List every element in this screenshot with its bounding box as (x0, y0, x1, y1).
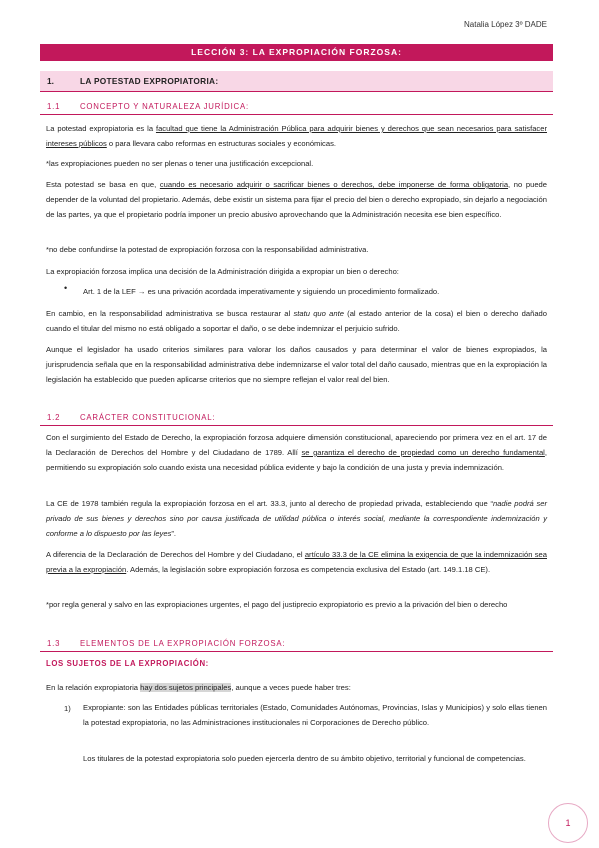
section-1-heading (40, 71, 553, 92)
paragraph-history: Con el surgimiento del Estado de Derecho, la expropiación forzosa adquiere dimensión constitucional, apareciendo por primera vez en el art. 17 de la Declaración de Derechos del Hombre y del Ciudadano de 1789. Allí se garantiza el derecho de propiedad como un derecho fundamental, permitiendo su expropiación solo cuando exista una necesidad pública evidente y bajo la condición de una justa y previa indemnización. (46, 433, 547, 472)
section-title: LA POTESTAD EXPROPIATORIA: (80, 76, 219, 86)
subsection-number: 1.3 (47, 639, 61, 648)
page-number: 1 (548, 803, 588, 843)
author-header: Natalia López 3º DADE (464, 20, 547, 29)
lesson-title: LECCIÓN 3: LA EXPROPIACIÓN FORZOSA: (40, 44, 553, 61)
list-item-expropriante: Expropiante: son las Entidades públicas territoriales (Estado, Comunidades Autónomas, Provincias, Islas y Municipios) y solo ellas tienen la potestad expropiatoria, no las Administraciones institucionales ni Corporaciones de Derecho público. (83, 703, 547, 727)
subsection-1-3-heading (40, 638, 553, 652)
paragraph-subjects: En la relación expropiatoria hay dos sujetos principales, aunque a veces puede haber tres: (46, 683, 351, 692)
list-number: 1) (64, 704, 71, 713)
subsection-title: CARÁCTER CONSTITUCIONAL: (80, 413, 216, 422)
bullet-item: Art. 1 de la LEF → es una privación acordada imperativamente y siguiendo un procedimiento formalizado. (83, 287, 440, 296)
subjects-heading: LOS SUJETOS DE LA EXPROPIACIÓN: (46, 659, 209, 668)
paragraph-competence: Los titulares de la potestad expropiatoria solo pueden ejercerla dentro de su ámbito objetivo, territorial y funcional de competencias. (83, 754, 526, 763)
paragraph-definition: La potestad expropiatoria es la facultad que tiene la Administración Pública para adquirir bienes y derechos que sean necesarios para satisfacer intereses públicos o para llevara cabo reformas en estructuras sociales y económicas. (46, 124, 547, 148)
paragraph-responsibility: En cambio, en la responsabilidad administrativa se busca restaurar al statu quo ante (al estado anterior de la cosa) el bien o derecho dañado cuando el titular del mismo no está obligado a soportar el daño, o se debe indemnizar el perjuicio sufrido. (46, 309, 547, 333)
subsection-1-2-heading (40, 412, 553, 426)
bullet-icon: • (64, 283, 68, 293)
paragraph-basis: Esta potestad se basa en que, cuando es necesario adquirir o sacrificar bienes o derechos, debe imponerse de forma obligatoria, no puede depender de la voluntad del propietario. Además, debe existir un sistema para fijar el precio del bien o derecho expropiado, sin dejarlo a negociación de las partes, ya que el propietario podría imponer un precio abusivo aprovechando que la Administración necesita ese bien específico. (46, 180, 547, 219)
section-number: 1. (47, 76, 54, 86)
note-paragraph: *no debe confundirse la potestad de expropiación forzosa con la responsabilidad administrativa. (46, 245, 369, 254)
paragraph-ce-1978: La CE de 1978 también regula la expropiación forzosa en el art. 33.3, junto al derecho de propiedad privada, estableciendo que “nadie podrá ser privado de sus bienes y derechos sino por causa justificada de utilidad pública o interés social, mediante la correspondiente indemnización y conforme a lo dispuesto por las leyes”. (46, 499, 547, 538)
paragraph-difference: A diferencia de la Declaración de Derechos del Hombre y del Ciudadano, el artículo 33.3 de la CE elimina la exigencia de que la indemnización sea previa a la expropiación. Además, la legislación sobre expropiación forzosa es competencia exclusiva del Estado (art. 149.1.18 CE). (46, 550, 547, 574)
paragraph-decision: La expropiación forzosa implica una decisión de la Administración dirigida a expropiar un bien o derecho: (46, 267, 399, 276)
subsection-1-1-heading (40, 101, 553, 115)
subsection-title: CONCEPTO Y NATURALEZA JURÍDICA: (80, 102, 249, 111)
note-paragraph: *por regla general y salvo en las expropiaciones urgentes, el pago del justiprecio expropiatorio es previo a la privación del bien o derecho (46, 600, 508, 609)
subsection-title: ELEMENTOS DE LA EXPROPIACIÓN FORZOSA: (80, 639, 286, 648)
subsection-number: 1.1 (47, 102, 61, 111)
note-paragraph: *las expropiaciones pueden no ser plenas o tener una justificación excepcional. (46, 159, 314, 168)
paragraph-valuation: Aunque el legislador ha usado criterios similares para valorar los daños causados y para determinar el valor de bienes expropiados, la jurisprudencia señala que en la responsabilidad administrativa debe indemnizarse el valor total del daño causado, mientras que en la expropiación la legislación ha establecido que pueden aplicarse criterios que no siempre reflejan el valor real del bien. (46, 345, 547, 384)
subsection-number: 1.2 (47, 413, 61, 422)
